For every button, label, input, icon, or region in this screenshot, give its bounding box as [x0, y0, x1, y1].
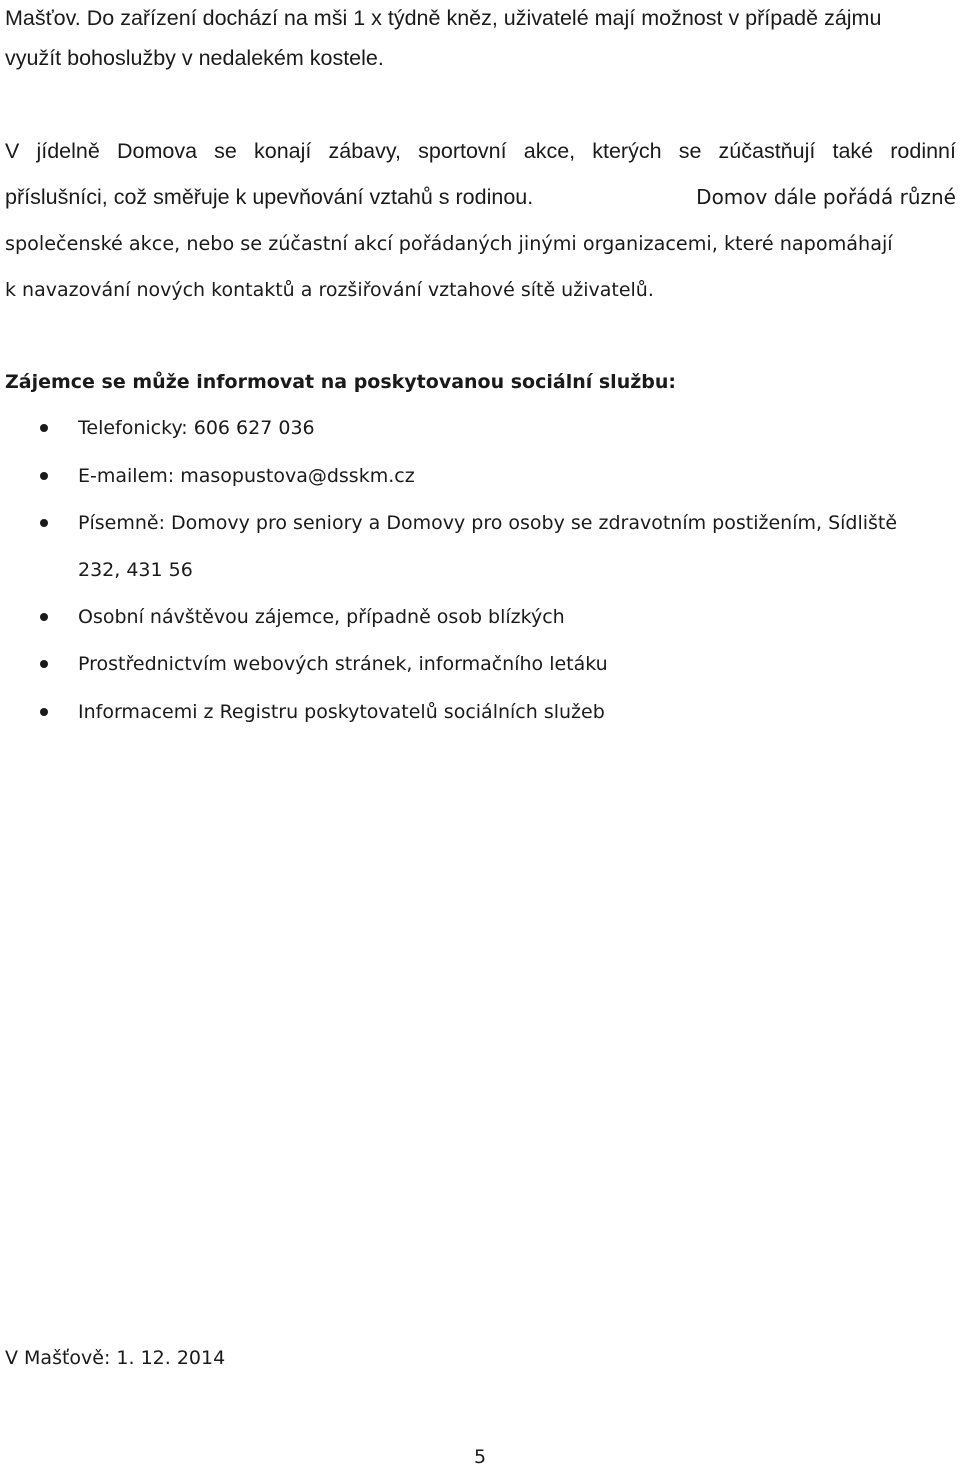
page-number: 5: [473, 1446, 487, 1468]
info-item-letter: Písemně: Domovy pro seniory a Domovy pro osoby se zdravotním postižením, Sídliště: [78, 512, 898, 534]
place-date: V Mašťově: 1. 12. 2014: [5, 1347, 226, 1369]
info-item-email: E-mailem: masopustova@dsskm.cz: [78, 465, 415, 487]
bullet-icon: [40, 472, 48, 480]
info-list-item: [40, 651, 956, 681]
info-heading: Zájemce se může informovat na poskytovanou sociální službu:: [5, 371, 677, 393]
info-list-item: [40, 463, 956, 493]
activities-line-2-part-b: Domov dále pořádá různé: [696, 185, 956, 209]
bullet-icon: [40, 660, 48, 668]
info-list-item: [40, 604, 956, 634]
activities-line-3: společenské akce, nebo se zúčastní akcí pořádaných jinými organizacemi, které napomáhají: [5, 232, 893, 255]
intro-line-1: Mašťov. Do zařízení dochází na mši 1 x týdně kněz, uživatelé mají možnost v případě zájmu: [5, 6, 882, 30]
info-item-registry: Informacemi z Registru poskytovatelů sociálních služeb: [78, 701, 605, 723]
bullet-icon: [40, 519, 48, 527]
activities-line-1: V jídelně Domova se konají zábavy, sportovní akce, kterých se zúčastňují také rodinní: [5, 139, 956, 163]
bullet-icon: [40, 613, 48, 621]
bullet-icon: [40, 708, 48, 716]
intro-line-2: využít bohoslužby v nedalekém kostele.: [5, 46, 384, 70]
info-item-phone: Telefonicky: 606 627 036: [78, 417, 315, 439]
info-item-web: Prostřednictvím webových stránek, informačního letáku: [78, 653, 608, 675]
activities-line-2-part-a: příslušníci, což směřuje k upevňování vztahů s rodinou.: [5, 185, 534, 209]
info-list-item: [40, 699, 956, 729]
info-item-letter-continuation: 232, 431 56: [78, 559, 193, 581]
bullet-icon: [40, 424, 48, 432]
info-list-item: [40, 415, 956, 445]
info-item-visit: Osobní návštěvou zájemce, případně osob blízkých: [78, 606, 565, 628]
activities-line-2: [5, 184, 956, 210]
activities-line-4: k navazování nových kontaktů a rozšiřování vztahové sítě uživatelů.: [5, 279, 654, 301]
info-list-item: [40, 510, 956, 540]
